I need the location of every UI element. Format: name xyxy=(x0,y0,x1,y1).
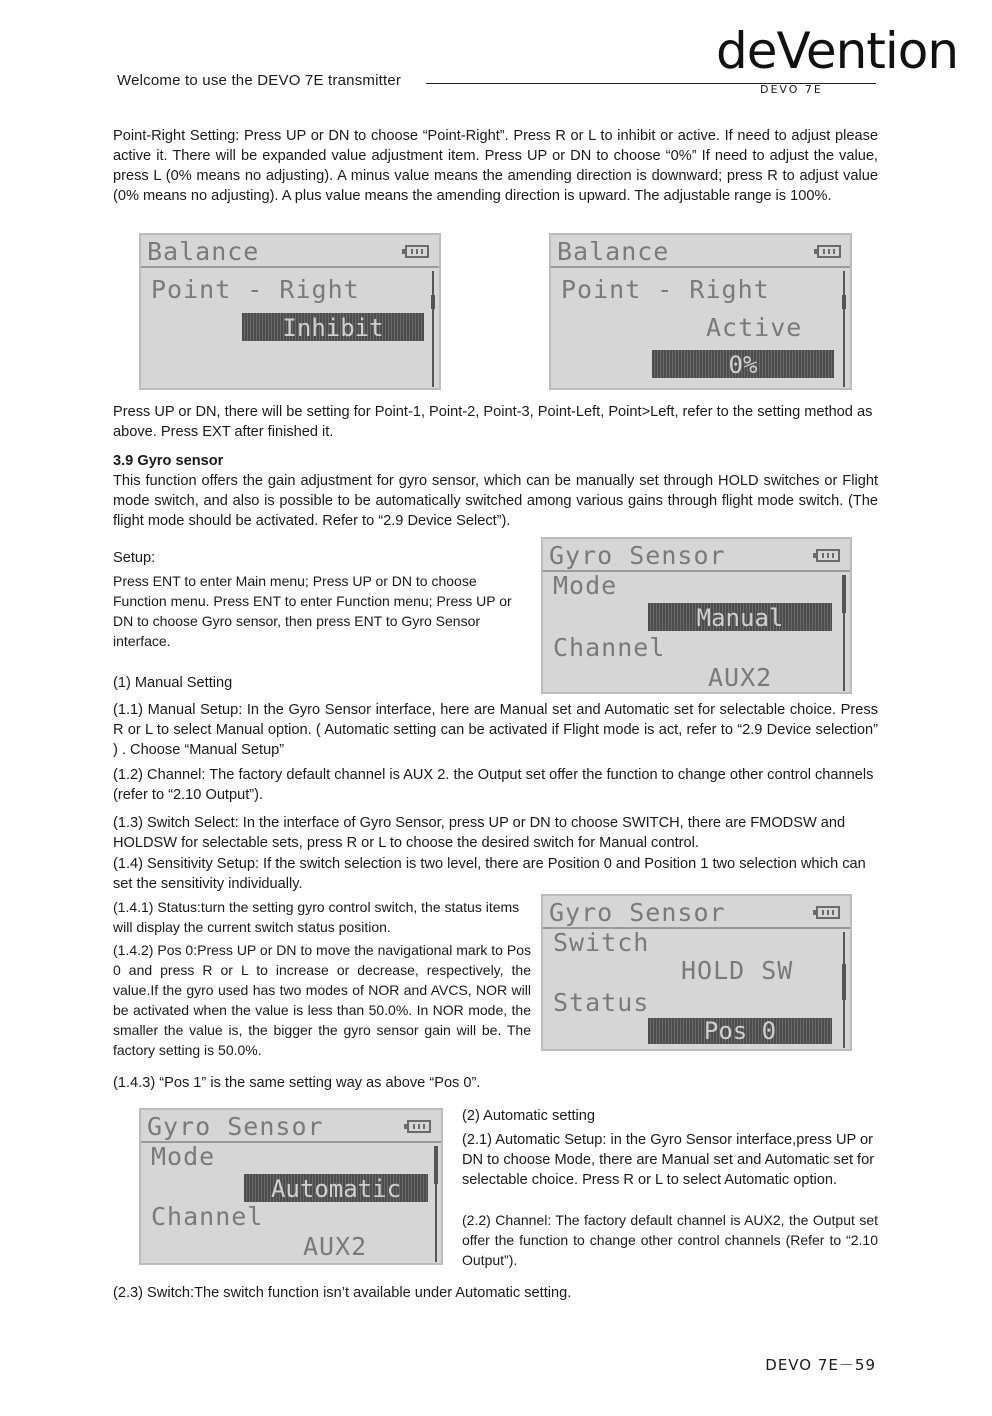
section-description: This function offers the gain adjustment for gyro sensor, which can be manually set through HOLD switches or Flight mode switch, and also is possible to be automatically switched among various gains through flight mode switch. (The flight mode should be activated. Refer to “2.9 Device Select”). xyxy=(113,473,878,529)
paragraph-1-2: (1.2) Channel: The factory default channel is AUX 2. the Output set offer the function to change other control channels (refer to “2.10 Output”). xyxy=(113,767,874,803)
header-welcome-text: Welcome to use the DEVO 7E transmitter xyxy=(117,72,402,89)
lcd-channel-label: Channel xyxy=(151,1202,264,1231)
scrollbar-thumb xyxy=(431,295,435,309)
setup-text: Press ENT to enter Main menu; Press UP or DN to choose Function menu. Press ENT to enter Function menu; Press UP or DN to choose Gyro sensor, then press ENT to Gyro Sensor interface. xyxy=(113,573,512,649)
battery-icon xyxy=(816,906,840,919)
intro-paragraph: Point-Right Setting: Press UP or DN to choose “Point-Right”. Press R or L to inhibit or active. If need to adjust please active it. There will be expanded value adjustment item. Press UP or DN to choose “0%” If need to adjust the value, press L (0% means no adjusting). A minus value means the amending direction is downward; press R to adjust value (0% means no adjusting). A plus value means the amending direction is upward. The adjustable range is 100%. xyxy=(113,128,878,204)
lcd-mode-label: Mode xyxy=(553,571,618,600)
lcd-title: Balance xyxy=(557,237,670,266)
lcd-item-label: Point - Right xyxy=(561,275,770,304)
after-balance-paragraph: Press UP or DN, there will be setting for Point-1, Point-2, Point-3, Point-Left, Point>Left, refer to the setting method as above. Press EXT after finished it. xyxy=(113,404,873,440)
battery-icon xyxy=(405,245,429,258)
automatic-heading: (2) Automatic setting xyxy=(462,1108,596,1124)
section-heading: 3.9 Gyro sensor xyxy=(113,453,224,469)
lcd-mode-label: Mode xyxy=(151,1142,216,1171)
lcd-channel-value: AUX2 xyxy=(303,1232,368,1261)
scrollbar-thumb xyxy=(842,575,846,613)
battery-icon xyxy=(816,549,840,562)
paragraph-1-3: (1.3) Switch Select: In the interface of Gyro Sensor, press UP or DN to choose SWITCH, there are FMODSW and HOLDSW for selectable sets, press R or L to choose the desired switch for Manual control. xyxy=(113,815,846,851)
lcd-balance-active xyxy=(549,233,852,390)
lcd-mode-value: Manual xyxy=(648,603,832,631)
paragraph-1-4-2: (1.4.2) Pos 0:Press UP or DN to move the navigational mark to Pos 0 and press R or L to increase or decrease, respectively, the value.If the gyro used has two modes of NOR and AVCS, NOR will be activated when the value is less than 50.0%. In NOR mode, the smaller the value is, the bigger the gyro sensor gain will be. The factory setting is 50.0%. xyxy=(113,942,531,1058)
brand-logo: deVention xyxy=(716,22,959,80)
scrollbar-thumb xyxy=(842,295,846,309)
lcd-gyro-automatic xyxy=(139,1108,443,1265)
battery-icon xyxy=(817,245,841,258)
lcd-title: Balance xyxy=(147,237,260,266)
brand-logo-subtitle: DEVO 7E xyxy=(760,83,823,96)
setup-title: Setup: xyxy=(113,550,156,566)
scrollbar-track xyxy=(843,271,845,387)
lcd-switch-value: HOLD SW xyxy=(681,956,794,985)
paragraph-2-3: (2.3) Switch:The switch function isn’t available under Automatic setting. xyxy=(113,1285,572,1301)
lcd-mode-value: Automatic xyxy=(244,1174,428,1202)
lcd-value-highlight: 0% xyxy=(652,350,834,378)
paragraph-2-2: (2.2) Channel: The factory default channel is AUX2, the Output set offer the function to change other control channels (Refer to “2.10 Output”). xyxy=(462,1212,878,1268)
lcd-value-highlight: Inhibit xyxy=(242,313,424,341)
manual-heading: (1) Manual Setting xyxy=(113,675,233,691)
lcd-status-value: Pos 0 xyxy=(648,1018,832,1044)
paragraph-2-1: (2.1) Automatic Setup: in the Gyro Sensor interface,press UP or DN to choose Mode, there are Manual set and Automatic set for selectable choice. Press R or L to select Automatic option. xyxy=(462,1132,875,1188)
scrollbar-track xyxy=(432,271,434,387)
lcd-status-label: Status xyxy=(553,988,650,1017)
scrollbar-thumb xyxy=(434,1146,438,1184)
paragraph-1-1: (1.1) Manual Setup: In the Gyro Sensor interface, here are Manual set and Automatic set for selectable choice. Press R or L to select Manual option. ( Automatic setting can be activated if Flight mode is act, refer to “2.9 Device selection” ) . Choose “Manual Setup” xyxy=(113,702,878,758)
scrollbar-thumb xyxy=(842,964,846,1000)
lcd-title: Gyro Sensor xyxy=(147,1112,324,1141)
lcd-separator xyxy=(141,266,439,268)
lcd-item-label: Point - Right xyxy=(151,275,360,304)
battery-icon xyxy=(407,1120,431,1133)
paragraph-1-4: (1.4) Sensitivity Setup: If the switch selection is two level, there are Position 0 and Position 1 two selection which can set the sensitivity individually. xyxy=(113,856,866,892)
lcd-gyro-manual xyxy=(541,537,852,694)
lcd-state-value: Active xyxy=(706,313,803,342)
paragraph-1-4-3: (1.4.3) “Pos 1” is the same setting way as above “Pos 0”. xyxy=(113,1075,481,1091)
lcd-channel-value: AUX2 xyxy=(708,663,773,692)
lcd-channel-label: Channel xyxy=(553,633,666,662)
lcd-title: Gyro Sensor xyxy=(549,541,726,570)
paragraph-1-4-1: (1.4.1) Status:turn the setting gyro control switch, the status items will display the current switch status position. xyxy=(113,899,520,935)
lcd-switch-label: Switch xyxy=(553,928,650,957)
lcd-title: Gyro Sensor xyxy=(549,898,726,927)
page-footer: DEVO 7E－59 xyxy=(765,1356,876,1374)
lcd-separator xyxy=(551,266,850,268)
lcd-balance-inhibit xyxy=(139,233,441,390)
lcd-gyro-switch xyxy=(541,894,852,1051)
